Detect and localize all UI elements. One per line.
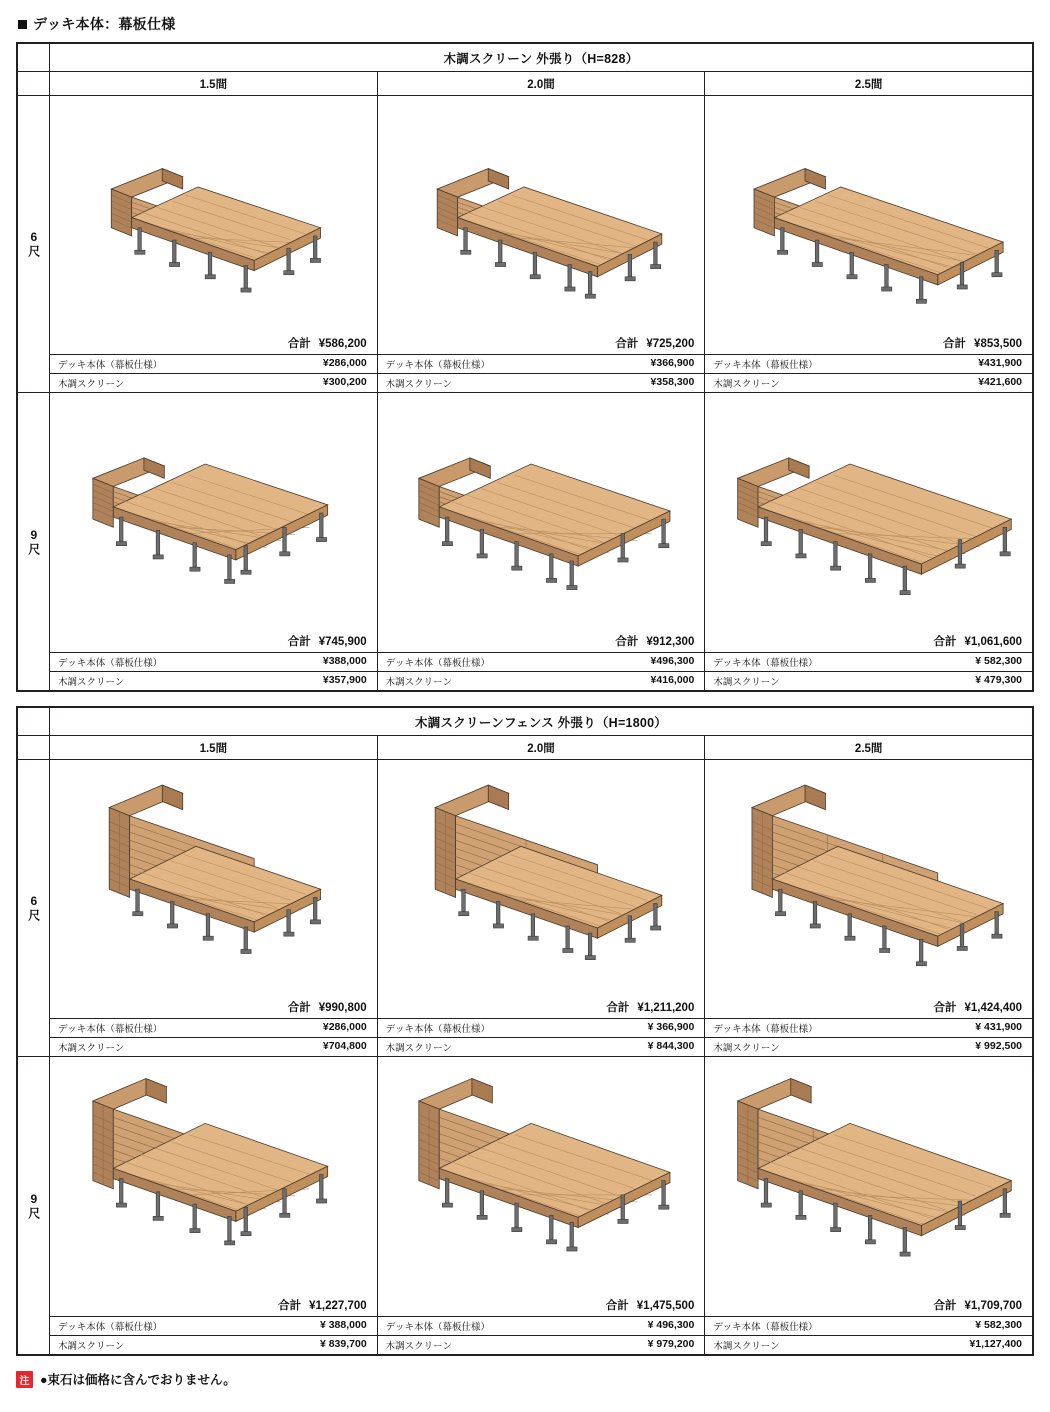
total-value: ¥1,227,700 (309, 1300, 367, 1312)
price-line-label: デッキ本体（幕板仕様） (58, 1024, 163, 1035)
row-label-text: 6尺 (26, 230, 41, 258)
price-line-value: ¥366,900 (650, 357, 695, 369)
table-row (18, 96, 1032, 393)
band-corner (18, 708, 50, 735)
price-line-deck (378, 1316, 705, 1335)
row-label (18, 393, 50, 690)
cell-total (705, 997, 1032, 1018)
table-row (18, 393, 1032, 690)
band-title: 木調スクリーン 外張り（H=828） (443, 52, 639, 66)
cell-total (705, 631, 1032, 652)
price-line-screen (705, 1335, 1032, 1354)
price-line-value: ¥ 496,300 (647, 1319, 695, 1331)
cell-total (50, 997, 377, 1018)
price-line-label: デッキ本体（幕板仕様） (385, 658, 490, 669)
block-band (18, 44, 1032, 72)
price-line-value: ¥ 366,900 (647, 1021, 695, 1033)
column-header-3: 2.5間 (854, 79, 883, 91)
price-line-value: ¥300,200 (322, 376, 367, 388)
row-label-text: 9尺 (26, 1191, 41, 1220)
total-label: 合計 (606, 1002, 630, 1014)
row-label-text: 6尺 (26, 894, 41, 922)
price-line-screen (50, 1335, 377, 1354)
total-label: 合計 (287, 1002, 311, 1014)
price-cell (378, 760, 706, 1056)
price-line-label: 木調スクリーン (385, 1043, 452, 1054)
price-cell (378, 1057, 706, 1354)
price-line-value: ¥421,600 (978, 376, 1023, 388)
band-corner (18, 44, 50, 71)
price-line-value: ¥ 582,300 (975, 655, 1023, 667)
price-line-label: 木調スクリーン (385, 677, 452, 688)
footnote (16, 1370, 1034, 1388)
price-line-value: ¥ 844,300 (647, 1040, 695, 1052)
cell-total (378, 631, 705, 652)
price-line-value: ¥1,127,400 (969, 1338, 1023, 1350)
deck-illustration (50, 393, 377, 631)
total-value: ¥990,800 (318, 1002, 367, 1014)
price-line-label: 木調スクリーン (58, 1341, 125, 1352)
cell-total (378, 333, 705, 354)
price-line-label: 木調スクリーン (58, 677, 125, 688)
total-value: ¥853,500 (974, 338, 1023, 350)
total-label: 合計 (615, 338, 639, 350)
price-line-label: 木調スクリーン (713, 1341, 780, 1352)
price-line-label: デッキ本体（幕板仕様） (713, 1024, 818, 1035)
price-line-deck (50, 652, 377, 671)
price-line-value: ¥ 479,300 (975, 674, 1023, 686)
price-line-screen (705, 1037, 1032, 1056)
price-line-label: 木調スクリーン (713, 379, 780, 390)
price-block-screen-828 (16, 42, 1034, 692)
price-cell (705, 760, 1032, 1056)
cell-total (705, 1295, 1032, 1316)
total-label: 合計 (933, 1002, 957, 1014)
column-header-row (18, 736, 1032, 760)
price-line-deck (378, 354, 705, 373)
total-label: 合計 (615, 636, 639, 648)
price-line-screen (378, 671, 705, 690)
price-line-screen (705, 671, 1032, 690)
row-label-text: 9尺 (26, 527, 41, 556)
total-label: 合計 (933, 636, 957, 648)
price-line-value: ¥ 979,200 (647, 1338, 695, 1350)
deck-illustration (705, 96, 1032, 333)
cell-total (705, 333, 1032, 354)
note-badge: 注 (16, 1371, 33, 1388)
cell-total (50, 631, 377, 652)
deck-illustration (378, 96, 705, 333)
colhead-corner (18, 736, 50, 759)
total-label: 合計 (605, 1300, 629, 1312)
column-header-1: 1.5間 (50, 72, 378, 95)
deck-illustration (705, 393, 1032, 631)
price-line-deck (50, 1018, 377, 1037)
block-band (18, 708, 1032, 736)
price-line-label: デッキ本体（幕板仕様） (713, 658, 818, 669)
column-header-row (18, 72, 1032, 96)
table-row (18, 1057, 1032, 1354)
deck-illustration (50, 760, 377, 997)
deck-illustration (378, 1057, 705, 1295)
price-line-screen (378, 1037, 705, 1056)
price-line-label: デッキ本体（幕板仕様） (58, 658, 163, 669)
price-line-value: ¥388,000 (322, 655, 367, 667)
price-cell (50, 393, 378, 690)
price-cell (378, 393, 706, 690)
table-row (18, 760, 1032, 1057)
price-line-value: ¥ 431,900 (975, 1021, 1023, 1033)
cell-total (378, 997, 705, 1018)
price-line-screen (705, 373, 1032, 392)
price-line-deck (50, 1316, 377, 1335)
total-value: ¥725,200 (646, 338, 695, 350)
price-line-label: デッキ本体（幕板仕様） (713, 1322, 818, 1333)
price-cell (378, 96, 706, 392)
note-text: ●束石は価格に含んでおりません。 (40, 1373, 236, 1387)
price-line-value: ¥286,000 (322, 1021, 367, 1033)
price-line-label: デッキ本体（幕板仕様） (58, 360, 163, 371)
price-line-value: ¥286,000 (322, 357, 367, 369)
price-line-value: ¥416,000 (650, 674, 695, 686)
row-label (18, 760, 50, 1056)
price-line-deck (705, 1316, 1032, 1335)
colhead-corner (18, 72, 50, 95)
cell-total (50, 1295, 377, 1316)
price-block-fence-1800 (16, 706, 1034, 1356)
deck-illustration (50, 96, 377, 333)
price-cell (705, 96, 1032, 392)
total-value: ¥912,300 (646, 636, 695, 648)
column-header-1: 1.5間 (50, 736, 378, 759)
cell-total (378, 1295, 705, 1316)
deck-illustration (705, 760, 1032, 997)
price-line-label: 木調スクリーン (713, 1043, 780, 1054)
square-bullet-icon (18, 20, 27, 29)
deck-illustration (378, 760, 705, 997)
cell-total (50, 333, 377, 354)
price-line-value: ¥357,900 (322, 674, 367, 686)
deck-illustration (50, 1057, 377, 1295)
price-cell (50, 96, 378, 392)
price-cell (705, 1057, 1032, 1354)
total-label: 合計 (278, 1300, 302, 1312)
price-line-label: 木調スクリーン (58, 1043, 125, 1054)
price-line-screen (378, 1335, 705, 1354)
price-line-label: 木調スクリーン (58, 379, 125, 390)
price-line-value: ¥358,300 (650, 376, 695, 388)
price-line-deck (50, 354, 377, 373)
price-line-value: ¥ 582,300 (975, 1319, 1023, 1331)
total-value: ¥1,709,700 (964, 1300, 1023, 1312)
price-line-value: ¥ 388,000 (319, 1319, 367, 1331)
page-title (18, 14, 1034, 34)
price-line-deck (378, 652, 705, 671)
deck-illustration (378, 393, 705, 631)
price-line-deck (705, 354, 1032, 373)
total-value: ¥586,200 (318, 338, 367, 350)
price-line-label: デッキ本体（幕板仕様） (713, 360, 818, 371)
price-line-label: デッキ本体（幕板仕様） (385, 1322, 490, 1333)
total-label: 合計 (287, 338, 311, 350)
price-line-screen (50, 671, 377, 690)
column-header-2: 2.0間 (378, 736, 706, 759)
price-line-label: 木調スクリーン (385, 1341, 452, 1352)
price-line-deck (378, 1018, 705, 1037)
price-line-label: 木調スクリーン (713, 677, 780, 688)
price-line-value: ¥496,300 (650, 655, 695, 667)
price-line-screen (378, 373, 705, 392)
total-label: 合計 (287, 636, 311, 648)
price-line-label: デッキ本体（幕板仕様） (385, 1024, 490, 1035)
price-line-value: ¥ 839,700 (319, 1338, 367, 1350)
price-line-deck (705, 652, 1032, 671)
total-value: ¥1,061,600 (964, 636, 1023, 648)
price-line-value: ¥ 992,500 (975, 1040, 1023, 1052)
band-title: 木調スクリーンフェンス 外張り（H=1800） (414, 716, 668, 730)
price-line-value: ¥704,800 (322, 1040, 367, 1052)
total-label: 合計 (943, 338, 967, 350)
row-label (18, 1057, 50, 1354)
total-value: ¥1,211,200 (637, 1002, 695, 1014)
deck-illustration (705, 1057, 1032, 1295)
price-line-value: ¥431,900 (978, 357, 1023, 369)
column-header-3: 2.5間 (854, 743, 883, 755)
price-line-deck (705, 1018, 1032, 1037)
price-cell (50, 760, 378, 1056)
price-line-label: デッキ本体（幕板仕様） (58, 1322, 163, 1333)
price-line-label: 木調スクリーン (385, 379, 452, 390)
price-line-screen (50, 1037, 377, 1056)
price-line-label: デッキ本体（幕板仕様） (385, 360, 490, 371)
total-label: 合計 (933, 1300, 957, 1312)
row-label (18, 96, 50, 392)
total-value: ¥745,900 (318, 636, 367, 648)
price-cell (705, 393, 1032, 690)
price-line-screen (50, 373, 377, 392)
total-value: ¥1,475,500 (636, 1300, 695, 1312)
page-title-text: デッキ本体：幕板仕様 (33, 16, 176, 32)
price-cell (50, 1057, 378, 1354)
total-value: ¥1,424,400 (964, 1002, 1023, 1014)
column-header-2: 2.0間 (378, 72, 706, 95)
